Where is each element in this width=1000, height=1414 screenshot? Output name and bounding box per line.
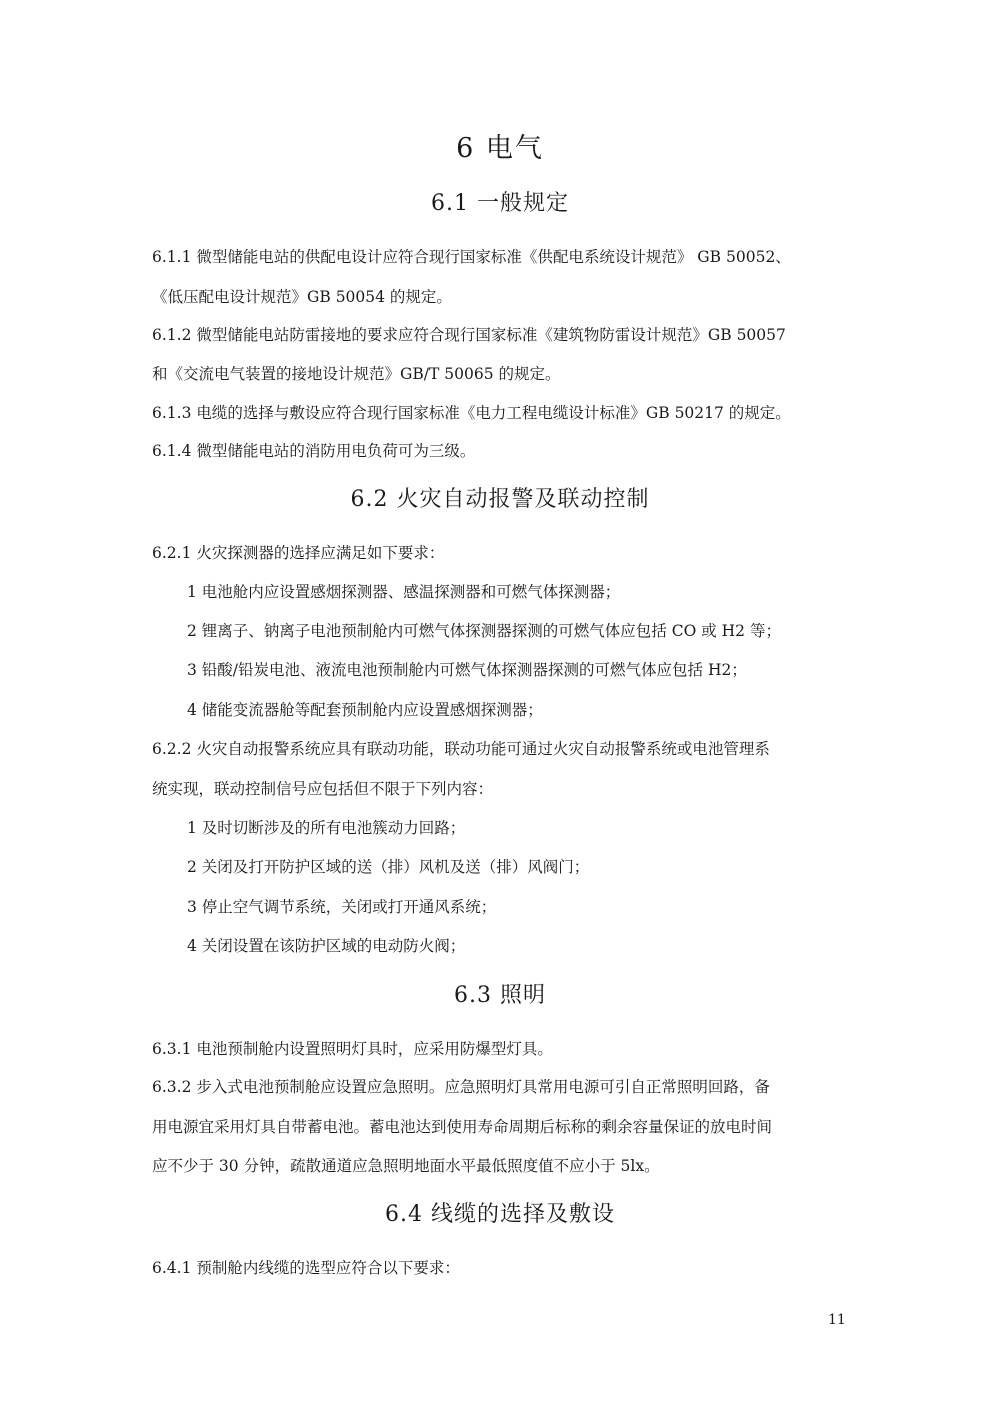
clause-6-2-2-line-2: 统实现，联动控制信号应包括但不限于下列内容： <box>152 780 494 798</box>
clause-6-1-4: 6.1.4 微型储能电站的消防用电负荷可为三级。 <box>152 442 476 460</box>
clause-6-4-1: 6.4.1 预制舱内线缆的选型应符合以下要求： <box>152 1259 460 1277</box>
clause-6-1-2-line-2: 和《交流电气装置的接地设计规范》GB/T 50065 的规定。 <box>152 365 561 383</box>
clause-6-1-1-line-1: 6.1.1 微型储能电站的供配电设计应符合现行国家标准《供配电系统设计规范》 GB 50052、 <box>152 248 791 266</box>
clause-6-1-3: 6.1.3 电缆的选择与敷设应符合现行国家标准《电力工程电缆设计标准》GB 50217 的规定。 <box>152 404 791 422</box>
clause-6-2-2-line-1: 6.2.2 火灾自动报警系统应具有联动功能，联动功能可通过火灾自动报警系统或电池管理系 <box>152 740 770 758</box>
clause-6-2-1-item-3: 3 铅酸/铅炭电池、液流电池预制舱内可燃气体探测器探测的可燃气体应包括 H2； <box>187 661 747 679</box>
section-6-4-heading: 6.4 线缆的选择及敷设 <box>385 1202 615 1227</box>
section-6-2-heading: 6.2 火灾自动报警及联动控制 <box>350 487 650 512</box>
clause-6-3-1: 6.3.1 电池预制舱内设置照明灯具时，应采用防爆型灯具。 <box>152 1040 553 1058</box>
clause-6-2-2-item-1: 1 及时切断涉及的所有电池簇动力回路； <box>187 819 466 837</box>
clause-6-2-1-item-1: 1 电池舱内应设置感烟探测器、感温探测器和可燃气体探测器； <box>187 583 621 601</box>
page-number: 11 <box>828 1312 846 1328</box>
section-6-1-heading: 6.1 一般规定 <box>431 191 569 216</box>
clause-6-2-1: 6.2.1 火灾探测器的选择应满足如下要求： <box>152 544 445 562</box>
clause-6-2-2-item-4: 4 关闭设置在该防护区域的电动防火阀； <box>187 937 466 955</box>
chapter-title: 6 电气 <box>456 133 544 164</box>
clause-6-2-1-item-4: 4 储能变流器舱等配套预制舱内应设置感烟探测器； <box>187 701 543 719</box>
clause-6-3-2-line-1: 6.3.2 步入式电池预制舱应设置应急照明。应急照明灯具常用电源可引自正常照明回路，备 <box>152 1078 770 1096</box>
clause-6-2-1-item-2: 2 锂离子、钠离子电池预制舱内可燃气体探测器探测的可燃气体应包括 CO 或 H2 等； <box>187 622 781 640</box>
clause-6-1-1-line-2: 《低压配电设计规范》GB 50054 的规定。 <box>152 288 452 306</box>
clause-6-2-2-item-3: 3 停止空气调节系统，关闭或打开通风系统； <box>187 898 497 916</box>
clause-6-1-2-line-1: 6.1.2 微型储能电站防雷接地的要求应符合现行国家标准《建筑物防雷设计规范》GB 50057 <box>152 326 786 344</box>
clause-6-2-2-item-2: 2 关闭及打开防护区域的送（排）风机及送（排）风阀门； <box>187 858 590 876</box>
clause-6-3-2-line-2: 用电源宜采用灯具自带蓄电池。蓄电池达到使用寿命周期后标称的剩余容量保证的放电时间 <box>152 1118 773 1136</box>
section-6-3-heading: 6.3 照明 <box>454 983 546 1008</box>
clause-6-3-2-line-3: 应不少于 30 分钟，疏散通道应急照明地面水平最低照度值不应小于 5lx。 <box>152 1157 660 1175</box>
